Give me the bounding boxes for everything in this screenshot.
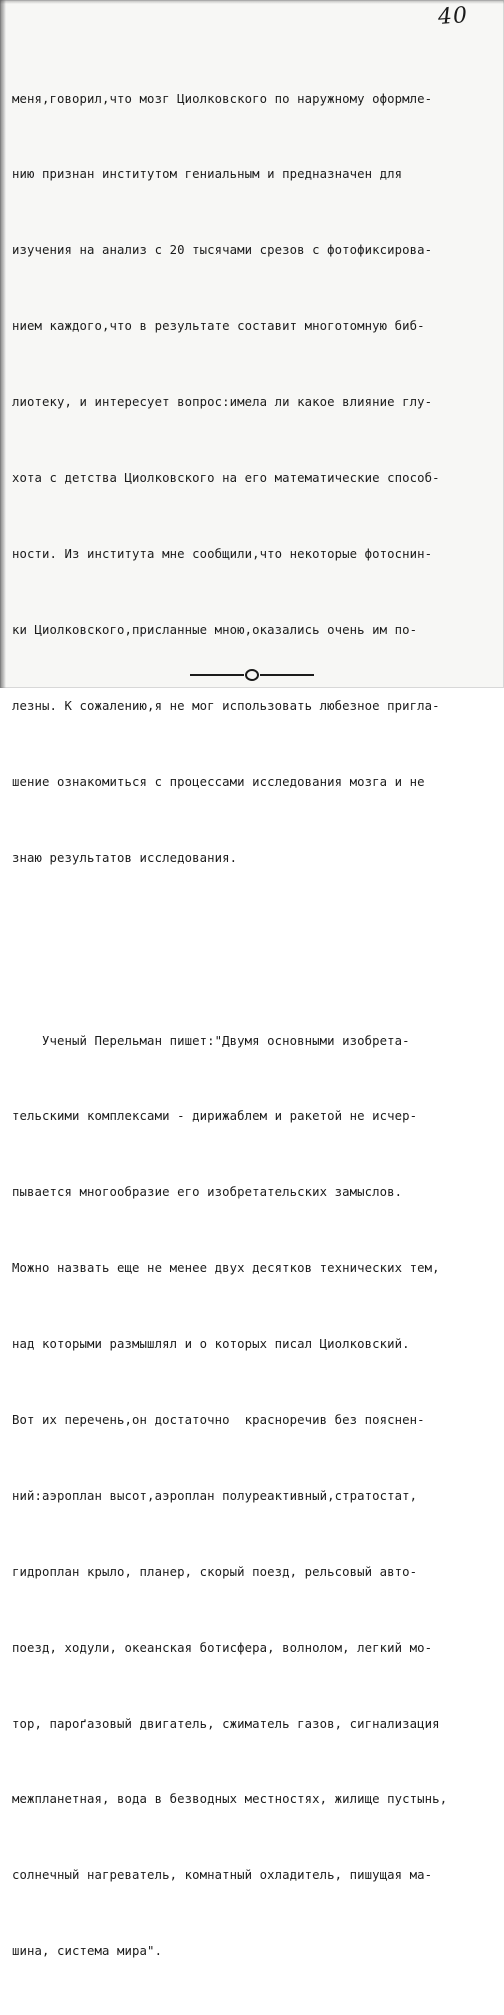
text-line: тор, пароґазовый двигатель, сжиматель газов, сигнализация: [12, 1716, 440, 1731]
typewritten-text: [12, 36, 500, 2015]
text-line: нию признан институтом гениальным и предназначен для: [12, 167, 403, 182]
section-divider-ornament: [186, 668, 318, 682]
page-top-edge: [0, 0, 504, 4]
text-line: лезны. К сожалению,я не мог использовать любезное пригла-: [12, 698, 440, 713]
text-line: Ученый Перельман пишет:"Двумя основными изобрета-: [12, 1033, 410, 1048]
text-line: над которыми размышлял и о которых писал Циолковский.: [12, 1337, 410, 1352]
text-line: Вот их перечень,он достаточно красноречив без пояснен-: [12, 1413, 425, 1428]
text-line: знаю результатов исследования.: [12, 850, 238, 865]
paragraph-gap: [12, 947, 500, 953]
text-line: Можно назвать еще не менее двух десятков технических тем,: [12, 1261, 440, 1276]
text-line: нием каждого,что в результате составит многотомную биб-: [12, 319, 425, 334]
text-line: поезд, ходули, океанская ботисфера, волнолом, легкий мо-: [12, 1640, 433, 1655]
text-line: шина, система мира".: [12, 1944, 163, 1959]
text-line: гидроплан крыло, планер, скорый поезд, рельсовый авто-: [12, 1564, 418, 1579]
text-line: лиотеку, и интересует вопрос:имела ли какое влияние глу-: [12, 395, 433, 410]
text-line: пывается многообразие его изобретательских замыслов.: [12, 1185, 403, 1200]
text-line: солнечный нагреватель, комнатный охладитель, пишущая ма-: [12, 1868, 433, 1883]
text-line: меня,говорил,что мозг Циолковского по наружному оформле-: [12, 91, 433, 106]
text-line: ности. Из института мне сообщили,что некоторые фотоснин-: [12, 546, 433, 561]
text-line: ний:аэроплан высот,аэроплан полуреактивный,стратостат,: [12, 1488, 418, 1503]
text-line: тельскими комплексами - дирижаблем и ракетой не исчер-: [12, 1109, 418, 1124]
text-line: межпланетная, вода в безводных местностях, жилище пустынь,: [12, 1792, 448, 1807]
page-shadow-edge: [0, 0, 6, 688]
text-line: ки Циолковского,присланные мною,оказались очень им по-: [12, 622, 418, 637]
text-line: хота с детства Циолковского на его математические способ-: [12, 471, 440, 486]
text-line: шение ознакомиться с процессами исследования мозга и не: [12, 774, 425, 789]
page-number: 40: [437, 2, 469, 31]
text-line: изучения на анализ с 20 тысячами срезов с фотофиксирова-: [12, 243, 433, 258]
